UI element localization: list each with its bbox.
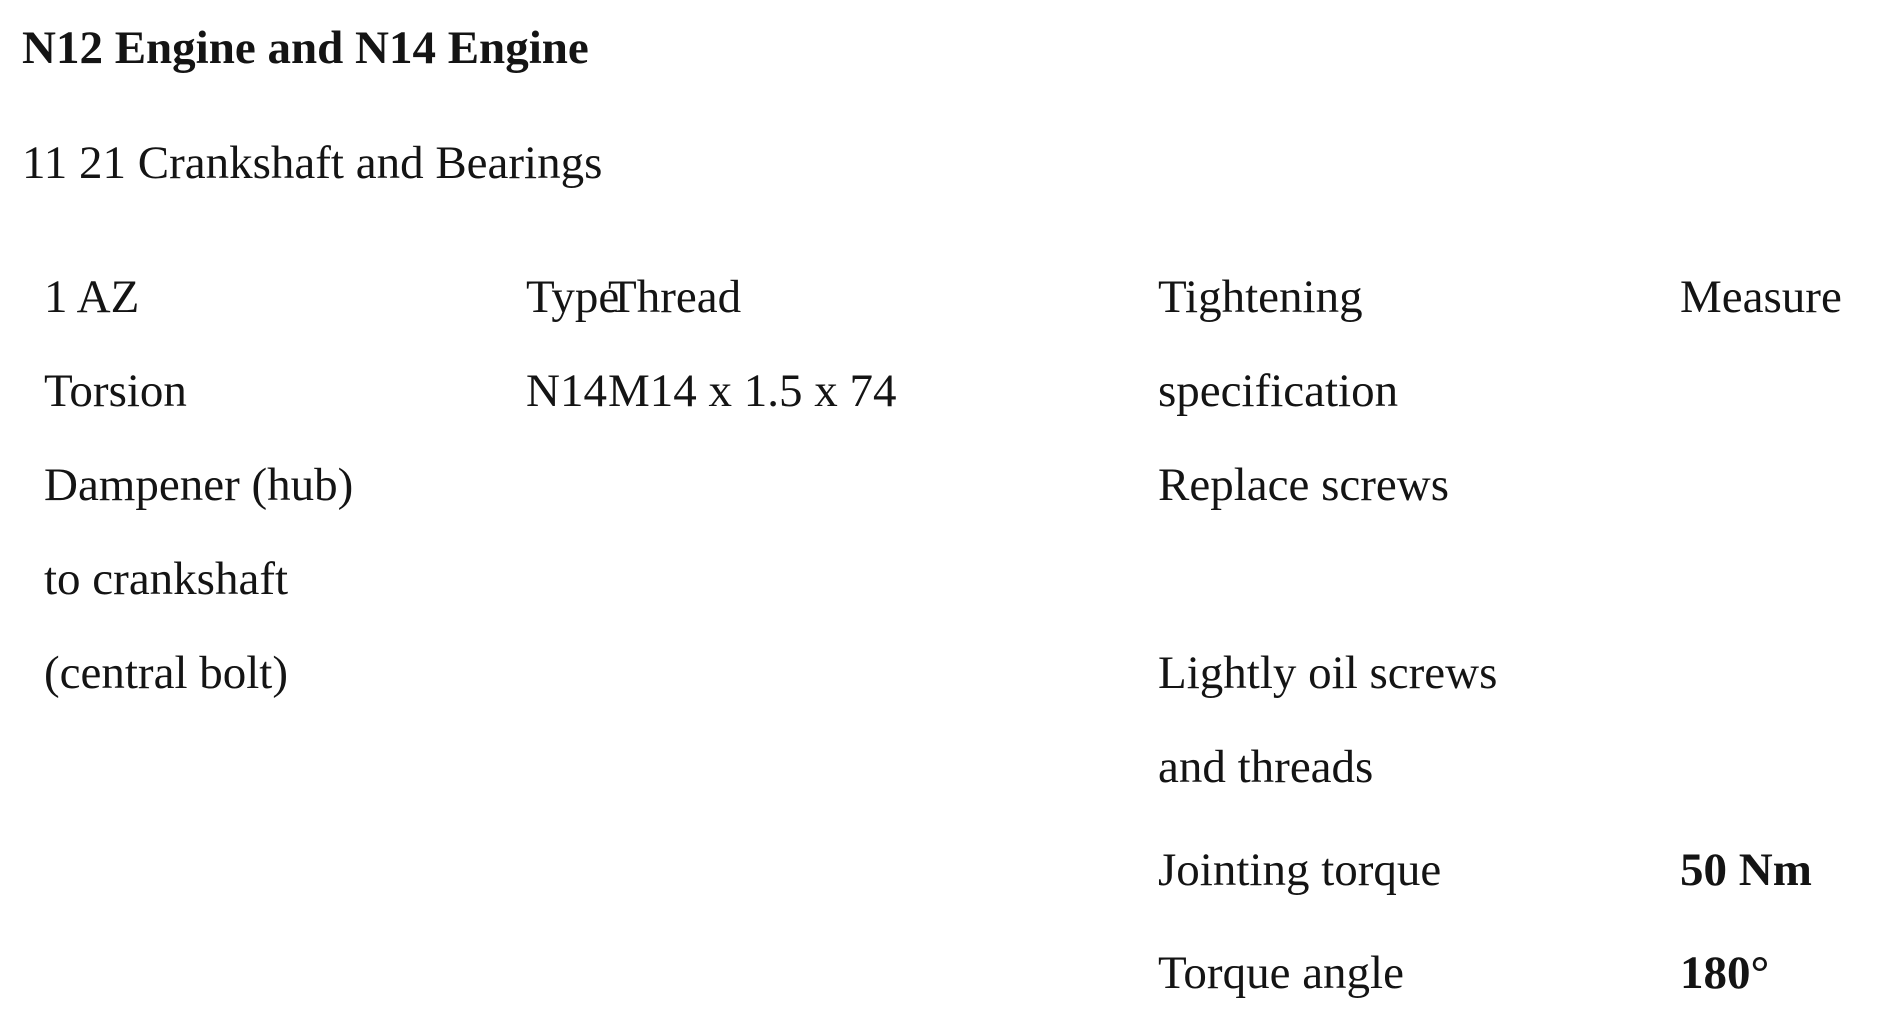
tightening-line: and threads bbox=[1158, 741, 1374, 793]
type-value: N14 bbox=[526, 365, 607, 417]
description-line: to crankshaft bbox=[44, 553, 289, 605]
header-type: Type bbox=[526, 271, 620, 323]
spec-table bbox=[44, 267, 1844, 1009]
header-id: 1 AZ bbox=[44, 271, 140, 323]
torque-angle-value: 180° bbox=[1680, 947, 1770, 999]
document-title: N12 Engine and N14 Engine bbox=[22, 22, 589, 74]
tightening-line: specification bbox=[1158, 365, 1399, 417]
tightening-line: Replace screws bbox=[1158, 459, 1449, 511]
torque-angle-label: Torque angle bbox=[1158, 947, 1404, 999]
description-line: Dampener (hub) bbox=[44, 459, 354, 511]
description-line: Torsion bbox=[44, 365, 187, 417]
header-measure: Measure bbox=[1680, 271, 1842, 323]
jointing-torque-value: 50 Nm bbox=[1680, 844, 1812, 896]
document-subtitle: 11 21 Crankshaft and Bearings bbox=[22, 137, 603, 189]
header-thread: Thread bbox=[608, 271, 742, 323]
tightening-line: Lightly oil screws bbox=[1158, 647, 1498, 699]
header-tightening: Tightening bbox=[1158, 271, 1363, 323]
thread-value: M14 x 1.5 x 74 bbox=[608, 365, 897, 417]
description-line: (central bolt) bbox=[44, 647, 289, 699]
jointing-torque-label: Jointing torque bbox=[1158, 844, 1442, 896]
